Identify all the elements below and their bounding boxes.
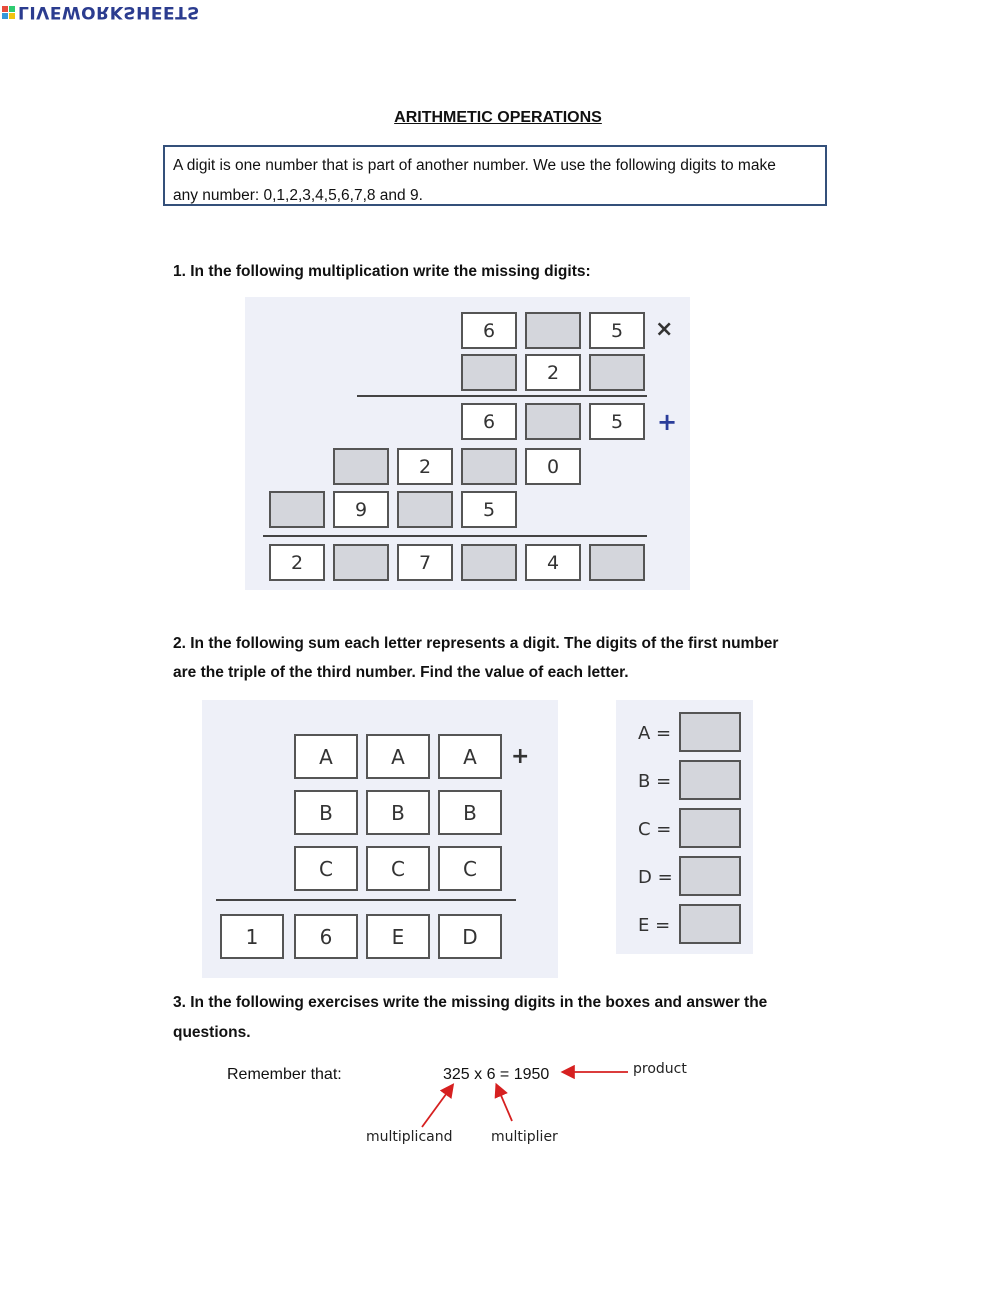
definition-line-2: any number: 0,1,2,3,4,5,6,7,8 and 9. [173,187,423,204]
digit-box: 0 [525,448,581,485]
definition-line-1: A digit is one number that is part of another number. We use the following digits to make [173,157,776,174]
plus-sign: + [657,408,678,436]
digit-box: 5 [589,312,645,349]
letter-box: B [438,790,502,835]
letter-box: D [438,914,502,959]
letter-box: E [366,914,430,959]
multiplicand-label: multiplicand [366,1129,453,1145]
digit-box: 5 [461,491,517,528]
letter-box: A [438,734,502,779]
digit-box: 2 [525,354,581,391]
letter-box: A [366,734,430,779]
digit-box: 6 [461,312,517,349]
page-title: ARITHMETIC OPERATIONS [394,109,602,126]
digit-box: 9 [333,491,389,528]
digit-box: 6 [461,403,517,440]
letter-box: 1 [220,914,284,959]
digit-box: 2 [269,544,325,581]
question-3-line-2: questions. [173,1024,251,1041]
letter-box: C [366,846,430,891]
plus-sign: + [511,744,530,769]
letter-box: A [294,734,358,779]
example-equation: 325 x 6 = 1950 [443,1066,550,1083]
answer-label-b: B = [638,771,672,792]
answer-label-e: E = [638,915,671,936]
digit-box: 4 [525,544,581,581]
digit-box: 5 [589,403,645,440]
question-2-line-1: 2. In the following sum each letter represents a digit. The digits of the first number [173,635,779,652]
question-1-text: 1. In the following multiplication write the missing digits: [173,263,591,280]
answer-label-a: A = [638,723,672,744]
product-label: product [633,1061,687,1077]
question-2-line-2: are the triple of the third number. Find the value of each letter. [173,664,629,681]
answer-label-d: D = [638,867,673,888]
letter-box: B [294,790,358,835]
multiplier-label: multiplier [491,1129,558,1145]
letter-box: B [366,790,430,835]
multiplicand-arrow [422,1086,452,1127]
digit-box: 2 [397,448,453,485]
answer-label-c: C = [638,819,672,840]
logo-text: LIVEWORKSHEETS [18,2,200,22]
question-3-line-1: 3. In the following exercises write the missing digits in the boxes and answer the [173,994,768,1011]
letter-box: C [294,846,358,891]
multiply-sign: × [655,317,674,342]
multiplier-arrow [497,1086,512,1121]
letter-box: 6 [294,914,358,959]
digit-box: 7 [397,544,453,581]
letter-box: C [438,846,502,891]
remember-label: Remember that: [227,1066,342,1083]
